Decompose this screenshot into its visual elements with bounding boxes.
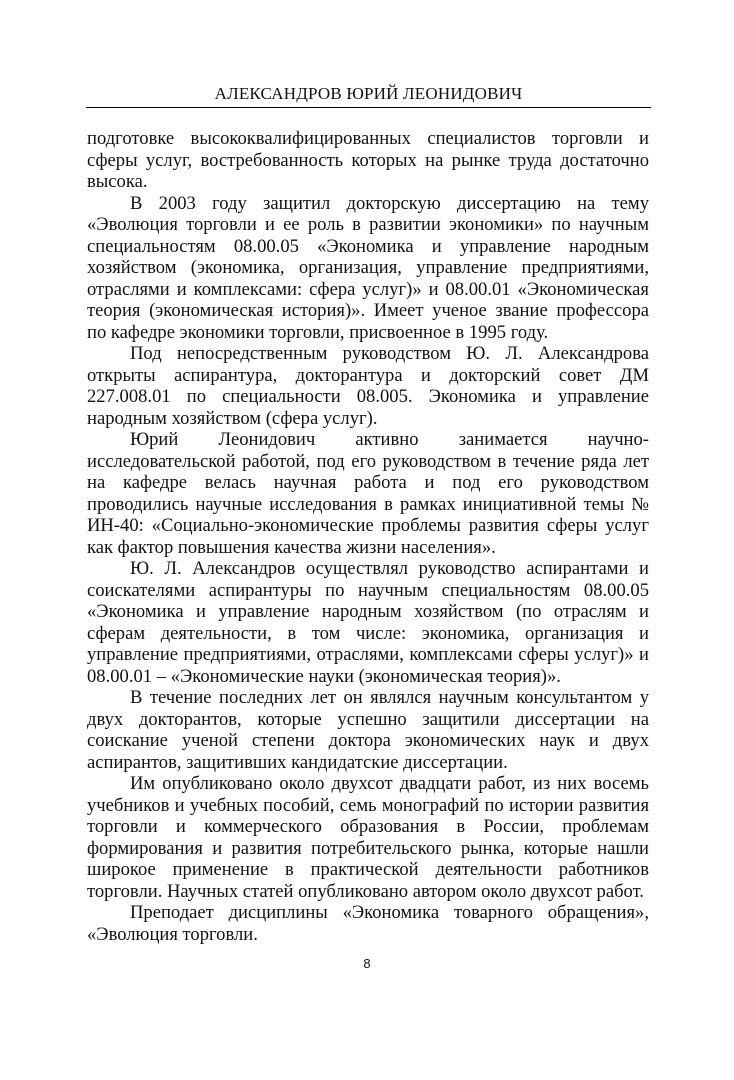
paragraph-continuation: подготовке высококвалифицированных специалистов торговли и сферы услуг, востребованность которых на рынке труда достаточно высока.	[87, 128, 649, 192]
paragraph-dissertation: В 2003 году защитил докторскую диссертацию на тему «Эволюция торговли и ее роль в развитии экономики» по научным специальностям 08.00.05 «Экономика и управление народным хозяйством (экономика, организация, управление предприятиями, отраслями и комплексами: сфера услуг)» и 08.00.01 «Экономическая теория (экономическая история)». Имеет ученое звание профессора по кафедре экономики торговли, присвоенное в 1995 году.	[87, 192, 649, 343]
body-text	[87, 128, 649, 945]
paragraph-supervision: Ю. Л. Александров осуществлял руководство аспирантами и соискателями аспирантуры по научным специальностям 08.00.05 «Экономика и управление народным хозяйством (по отраслям и сферам деятельности, в том числе: экономика, организация и управление предприятиями, отраслями, комплексами сферы услуг)» и 08.00.01 – «Экономические науки (экономическая теория)».	[87, 558, 649, 687]
running-header: АЛЕКСАНДРОВ ЮРИЙ ЛЕОНИДОВИЧ	[86, 83, 651, 108]
paragraph-teaching: Преподает дисциплины «Экономика товарного обращения», «Эволюция торговли.	[87, 902, 649, 945]
paragraph-aspirantura: Под непосредственным руководством Ю. Л. Александрова открыты аспирантура, докторантура и докторский совет ДМ 227.008.01 по специальности 08.005. Экономика и управление народным хозяйством (сфера услуг).	[87, 343, 649, 429]
paragraph-consulting: В течение последних лет он являлся научным консультантом у двух докторантов, которые успешно защитили диссертации на соискание ученой степени доктора экономических наук и двух аспирантов, защитивших кандидатские диссертации.	[87, 687, 649, 773]
page-number: 8	[363, 956, 371, 971]
paragraph-publications: Им опубликовано около двухсот двадцати работ, из них восемь учебников и учебных пособий, семь монографий по истории развития торговли и коммерческого образования в России, проблемам формирования и развития потребительского рынка, которые нашли широкое применение в практической деятельности работников торговли. Научных статей опубликовано автором около двухсот работ.	[87, 773, 649, 902]
paragraph-research: Юрий Леонидович активно занимается научно-исследовательской работой, под его руководством в течение ряда лет на кафедре велась научная работа и под его руководством проводились научные исследования в рамках инициативной темы № ИН-40: «Социально-экономические проблемы развития сферы услуг как фактор повышения качества жизни населения».	[87, 429, 649, 558]
